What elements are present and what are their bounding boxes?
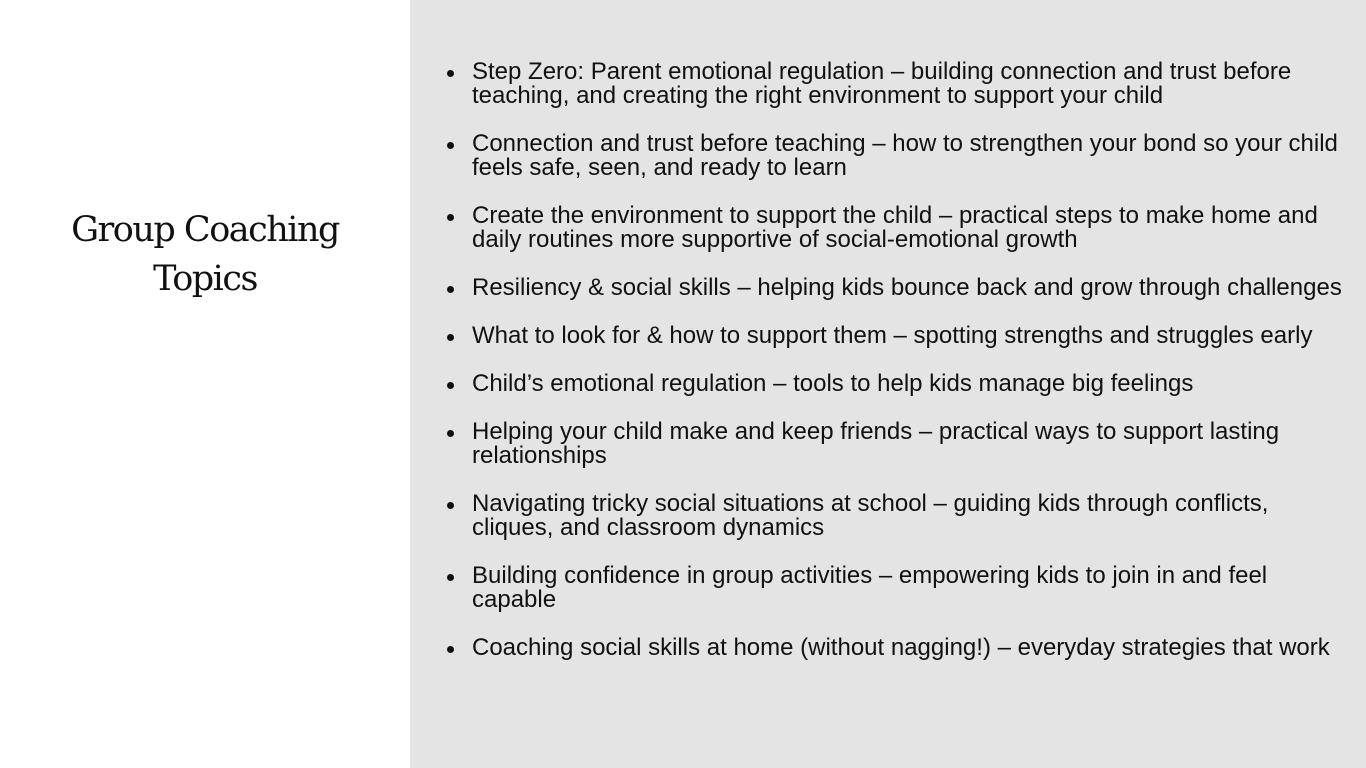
topic-item bbox=[472, 564, 1352, 612]
bullet-icon bbox=[447, 214, 454, 221]
page-title bbox=[0, 206, 410, 304]
topic-item bbox=[472, 132, 1352, 180]
topic-item bbox=[472, 276, 1352, 300]
bullet-icon bbox=[447, 142, 454, 149]
bullet-icon bbox=[447, 502, 454, 509]
bullet-icon bbox=[447, 430, 454, 437]
topic-text: Resiliency & social skills – helping kids bounce back and grow through challenges bbox=[472, 274, 1342, 301]
title-panel bbox=[0, 0, 410, 768]
topic-item bbox=[472, 60, 1352, 108]
topic-text: Helping your child make and keep friends – practical ways to support lasting relationships bbox=[472, 418, 1280, 469]
bullet-icon bbox=[447, 574, 454, 581]
topic-item bbox=[472, 420, 1352, 468]
bullet-icon bbox=[447, 382, 454, 389]
topic-text: Navigating tricky social situations at school – guiding kids through conflicts, cliques, and classroom dynamics bbox=[472, 490, 1269, 541]
bullet-icon bbox=[447, 334, 454, 341]
topic-item bbox=[472, 372, 1352, 396]
topic-text: Connection and trust before teaching – how to strengthen your bond so your child feels safe, seen, and ready to learn bbox=[472, 130, 1338, 181]
topic-list bbox=[472, 60, 1352, 684]
bullet-icon bbox=[447, 70, 454, 77]
topic-text: Coaching social skills at home (without nagging!) – everyday strategies that work bbox=[472, 634, 1330, 661]
topic-text: Step Zero: Parent emotional regulation – building connection and trust before teaching, and creating the right environment to support your child bbox=[472, 58, 1292, 109]
topics-panel bbox=[410, 0, 1366, 768]
topic-text: Building confidence in group activities – empowering kids to join in and feel capable bbox=[472, 562, 1268, 613]
topic-text: Create the environment to support the child – practical steps to make home and daily routines more supportive of social-emotional growth bbox=[472, 202, 1318, 253]
bullet-icon bbox=[447, 286, 454, 293]
topic-item bbox=[472, 636, 1352, 660]
topic-item bbox=[472, 324, 1352, 348]
bullet-icon bbox=[447, 646, 454, 653]
topic-item bbox=[472, 492, 1352, 540]
title-line-1: Group Coaching bbox=[71, 210, 339, 250]
topic-text: Child’s emotional regulation – tools to help kids manage big feelings bbox=[472, 370, 1194, 397]
topic-text: What to look for & how to support them – spotting strengths and struggles early bbox=[472, 322, 1313, 349]
title-line-2: Topics bbox=[153, 259, 257, 299]
topic-item bbox=[472, 204, 1352, 252]
